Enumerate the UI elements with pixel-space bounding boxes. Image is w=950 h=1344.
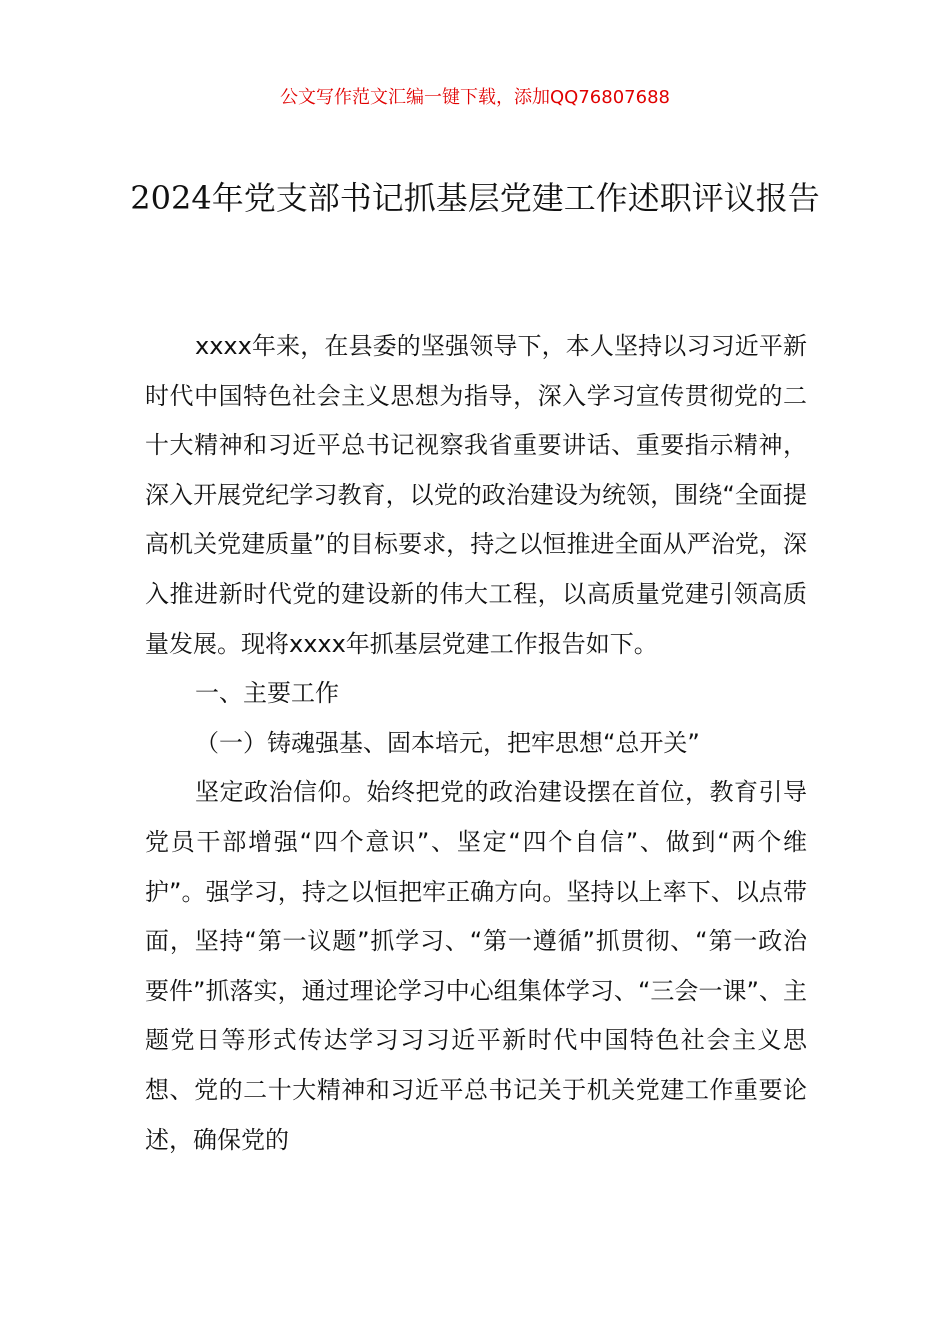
document-body: [145, 322, 807, 1165]
subsection-heading: （一）铸魂强基、固本培元，把牢思想“总开关”: [195, 728, 700, 757]
document-title: 2024年党支部书记抓基层党建工作述职评议报告: [130, 179, 820, 217]
download-notice: 公文写作范文汇编一键下载，添加QQ76807688: [280, 87, 670, 108]
section-heading: 一、主要工作: [195, 679, 339, 708]
body-paragraph: 坚定政治信仰。始终把党的政治建设摆在首位，教育引导党员干部增强“四个意识”、坚定“四个自信”、做到“两个维护”。强学习，持之以恒把牢正确方向。坚持以上率下、以点带面，坚持“第一议题”抓学习、“第一遵循”抓贯彻、“第一政治要件”抓落实，通过理论学习中心组集体学习、“三会一课”、主题党日等形式传达学习习习近平新时代中国特色社会主义思想、党的二十大精神和习近平总书记关于机关党建工作重要论述，确保党的: [145, 778, 807, 1154]
intro-paragraph: xxxx年来，在县委的坚强领导下，本人坚持以习习近平新时代中国特色社会主义思想为指导，深入学习宣传贯彻党的二十大精神和习近平总书记视察我省重要讲话、重要指示精神，深入开展党纪学习教育，以党的政治建设为统领，围绕“全面提高机关党建质量”的目标要求，持之以恒推进全面从严治党，深入推进新时代党的建设新的伟大工程，以高质量党建引领高质量发展。现将xxxx年抓基层党建工作报告如下。: [145, 332, 807, 658]
